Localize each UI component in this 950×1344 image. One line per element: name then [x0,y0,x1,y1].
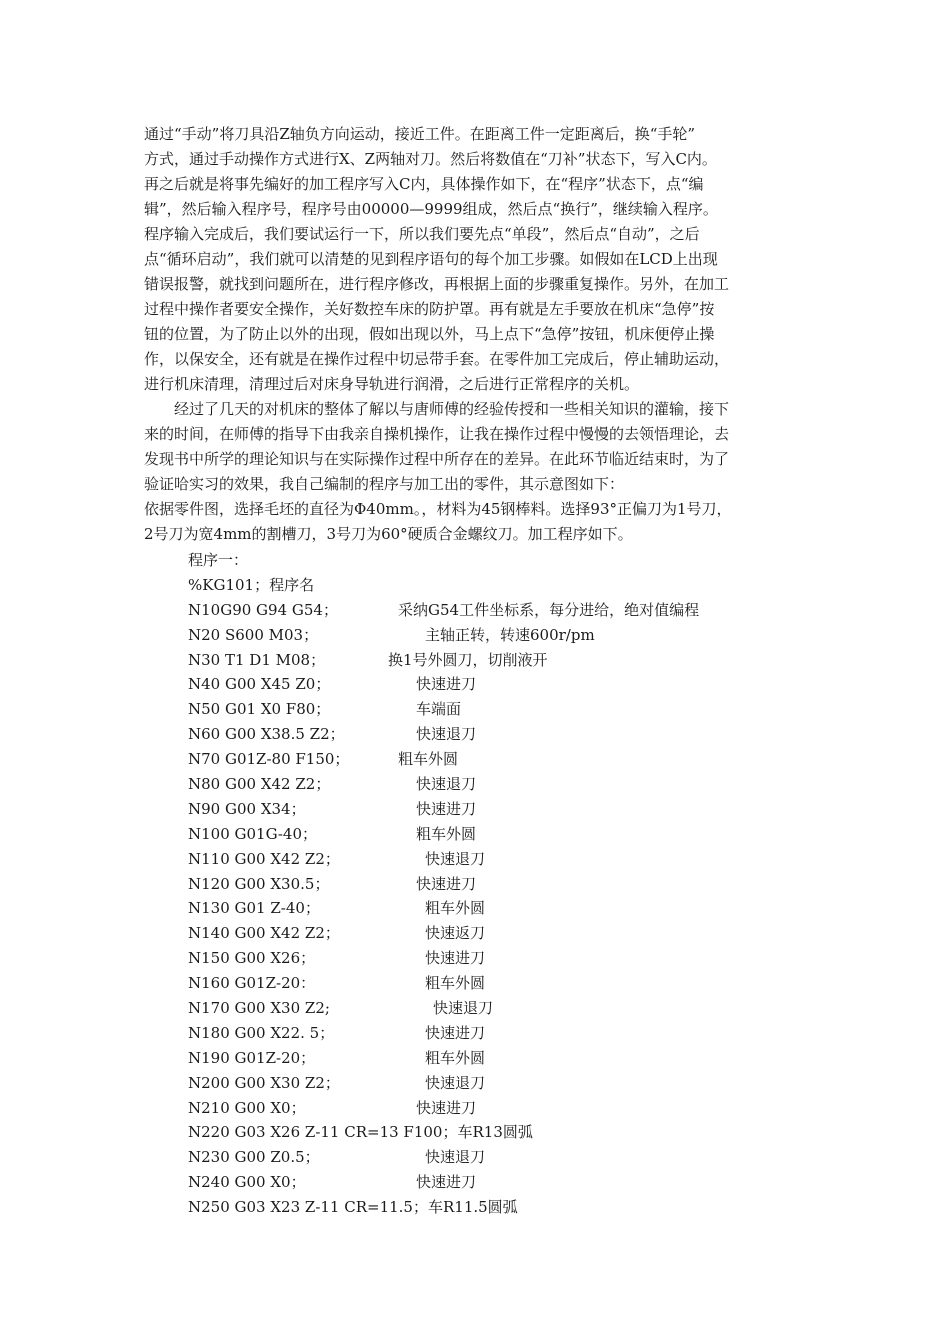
paragraph-1-line: 再之后就是将事先编好的加工程序写入C内，具体操作如下，在“程序”状态下，点“编 [144,175,704,193]
paragraph-2-line: 来的时间，在师傅的指导下由我亲自操机操作，让我在操作过程中慢慢的去领悟理论，去 [144,425,730,443]
program-line [188,697,828,722]
program-line-code: N190 G01Z-20； [188,1048,316,1067]
program-line-comment: 快速进刀 [416,1098,477,1117]
program-listing [188,548,828,1220]
program-line-comment: 采纳G54工件坐标系，每分进给，绝对值编程 [398,600,700,619]
program-name-text: %KG101；程序名 [188,575,315,594]
program-line-comment: 粗车外圆 [416,824,477,843]
program-line [188,1145,828,1170]
program-line-comment: 车R13圆弧 [457,1123,533,1142]
paragraph-3-line: 依据零件图，选择毛坯的直径为Φ40mm。，材料为45钢棒料。选择93°正偏刀为1号刀， [144,500,732,518]
program-line-code: N50 G01 X0 F80； [188,700,331,719]
program-line-code: N30 T1 D1 M08； [188,650,326,669]
program-line-code: N10G90 G94 G54； [188,600,338,619]
program-line-comment: 粗车外圆 [425,899,486,918]
program-line-code: N200 G00 X30 Z2； [188,1073,340,1092]
program-line-comment: 快速退刀 [425,849,486,868]
program-line [188,1096,828,1121]
program-line-comment: 主轴正转，转速600r/pm [425,625,595,644]
program-line-comment: 粗车外圆 [398,750,459,769]
program-name [188,573,828,598]
paragraph-1-line: 钮的位置，为了防止以外的出现，假如出现以外，马上点下“急停”按钮，机床便停止操 [144,325,715,343]
paragraph-1-line: 通过“手动”将刀具沿Z轴负方向运动，接近工件。在距离工件一定距离后，换“手轮” [144,125,696,143]
program-rows [188,598,828,1220]
program-line-code: N220 G03 X26 Z-11 CR=13 F100； [188,1123,458,1142]
paragraph-1-line: 过程中操作者要安全操作，关好数控车床的防护罩。再有就是左手要放在机床“急停”按 [144,300,715,318]
program-line-code: N40 G00 X45 Z0； [188,675,331,694]
paragraph-1-line: 作，以保安全，还有就是在操作过程中切忌带手套。在零件加工完成后，停止辅助运动， [144,350,730,368]
paragraph-1-line: 进行机床清理，清理过后对床身导轨进行润滑，之后进行正常程序的关机。 [144,375,640,393]
program-line-code: N150 G00 X26； [188,949,316,968]
program-line-code: N80 G00 X42 Z2； [188,775,331,794]
program-line-code: N20 S600 M03； [188,625,319,644]
program-line [188,747,828,772]
paragraph-3-line: 2号刀为宽4mm的割槽刀，3号刀为60°硬质合金螺纹刀。加工程序如下。 [144,525,633,543]
program-line-comment: 换1号外圆刀，切削液开 [388,650,548,669]
paragraph-2-line: 发现书中所学的理论知识与在实际操作过程中所存在的差异。在此环节临近结束时，为了 [144,450,730,468]
program-line-code: N180 G00 X22. 5； [188,1023,335,1042]
program-line [188,1120,828,1145]
program-title-text: 程序一： [188,551,249,569]
program-line-comment: 快速退刀 [416,725,477,744]
paragraph-2-line: 验证哈实习的效果，我自己编制的程序与加工出的零件，其示意图如下： [144,475,625,493]
program-line-code: N90 G00 X34； [188,799,306,818]
program-line [188,996,828,1021]
paragraph-1-line: 点“循环启动”，我们就可以清楚的见到程序语句的每个加工步骤。如假如在LCD上出现 [144,250,718,268]
program-line-code: N170 G00 X30 Z2; [188,999,330,1018]
program-line [188,1195,828,1220]
program-line-comment: 快速进刀 [416,1173,477,1192]
program-line-comment: 快速退刀 [416,775,477,794]
program-line-comment: 车端面 [416,700,462,719]
program-line-comment: 快速退刀 [425,1073,486,1092]
program-line-code: N120 G00 X30.5； [188,874,330,893]
program-line [188,797,828,822]
program-line [188,648,828,673]
program-line [188,672,828,697]
program-line [188,872,828,897]
program-line [188,1046,828,1071]
program-line-comment: 粗车外圆 [425,974,486,993]
program-line [188,1170,828,1195]
program-line-code: N60 G00 X38.5 Z2； [188,725,345,744]
paragraph-1-line: 辑”，然后输入程序号，程序号由00000—9999组成，然后点“换行”，继续输入程序。 [144,200,718,218]
paragraph-1-line: 方式，通过手动操作方式进行X、Z两轴对刀。然后将数值在“刀补”状态下，写入C内。 [144,150,717,168]
program-line-code: N160 G01Z-20： [188,974,316,993]
program-line [188,772,828,797]
body-text [144,122,824,547]
program-line [188,623,828,648]
program-line [188,847,828,872]
program-line [188,822,828,847]
program-line-code: N250 G03 X23 Z-11 CR=11.5； [188,1198,428,1217]
program-line [188,1021,828,1046]
paragraph-2-line: 经过了几天的对机床的整体了解以与唐师傅的经验传授和一些相关知识的灌输，接下 [174,400,730,418]
program-line-comment: 快速退刀 [425,1148,486,1167]
paragraph-1-line: 错误报警，就找到问题所在，进行程序修改，再根据上面的步骤重复操作。另外，在加工 [144,275,730,293]
program-line [188,598,828,623]
program-line-code: N130 G01 Z-40； [188,899,320,918]
program-line-comment: 快速进刀 [416,874,477,893]
program-line-comment: 车R11.5圆弧 [427,1198,518,1217]
program-line-comment: 快速退刀 [433,999,494,1018]
program-line-code: N100 G01G-40； [188,824,318,843]
program-line [188,946,828,971]
program-line-comment: 快速进刀 [425,1023,486,1042]
program-line-comment: 粗车外圆 [425,1048,486,1067]
program-line-code: N240 G00 X0； [188,1173,306,1192]
program-line-code: N110 G00 X42 Z2； [188,849,340,868]
paragraph-1-line: 程序输入完成后，我们要试运行一下，所以我们要先点“单段”，然后点“自动”，之后 [144,225,700,243]
program-line-comment: 快速进刀 [416,675,477,694]
program-title [188,548,828,573]
program-line-comment: 快速进刀 [425,949,486,968]
program-line-code: N210 G00 X0； [188,1098,306,1117]
program-line-code: N140 G00 X42 Z2； [188,924,340,943]
program-line [188,1071,828,1096]
program-line [188,722,828,747]
program-line-code: N70 G01Z-80 F150； [188,750,350,769]
program-line [188,896,828,921]
program-line [188,921,828,946]
program-line-code: N230 G00 Z0.5； [188,1148,320,1167]
program-line-comment: 快速返刀 [425,924,486,943]
program-line-comment: 快速进刀 [416,799,477,818]
program-line [188,971,828,996]
